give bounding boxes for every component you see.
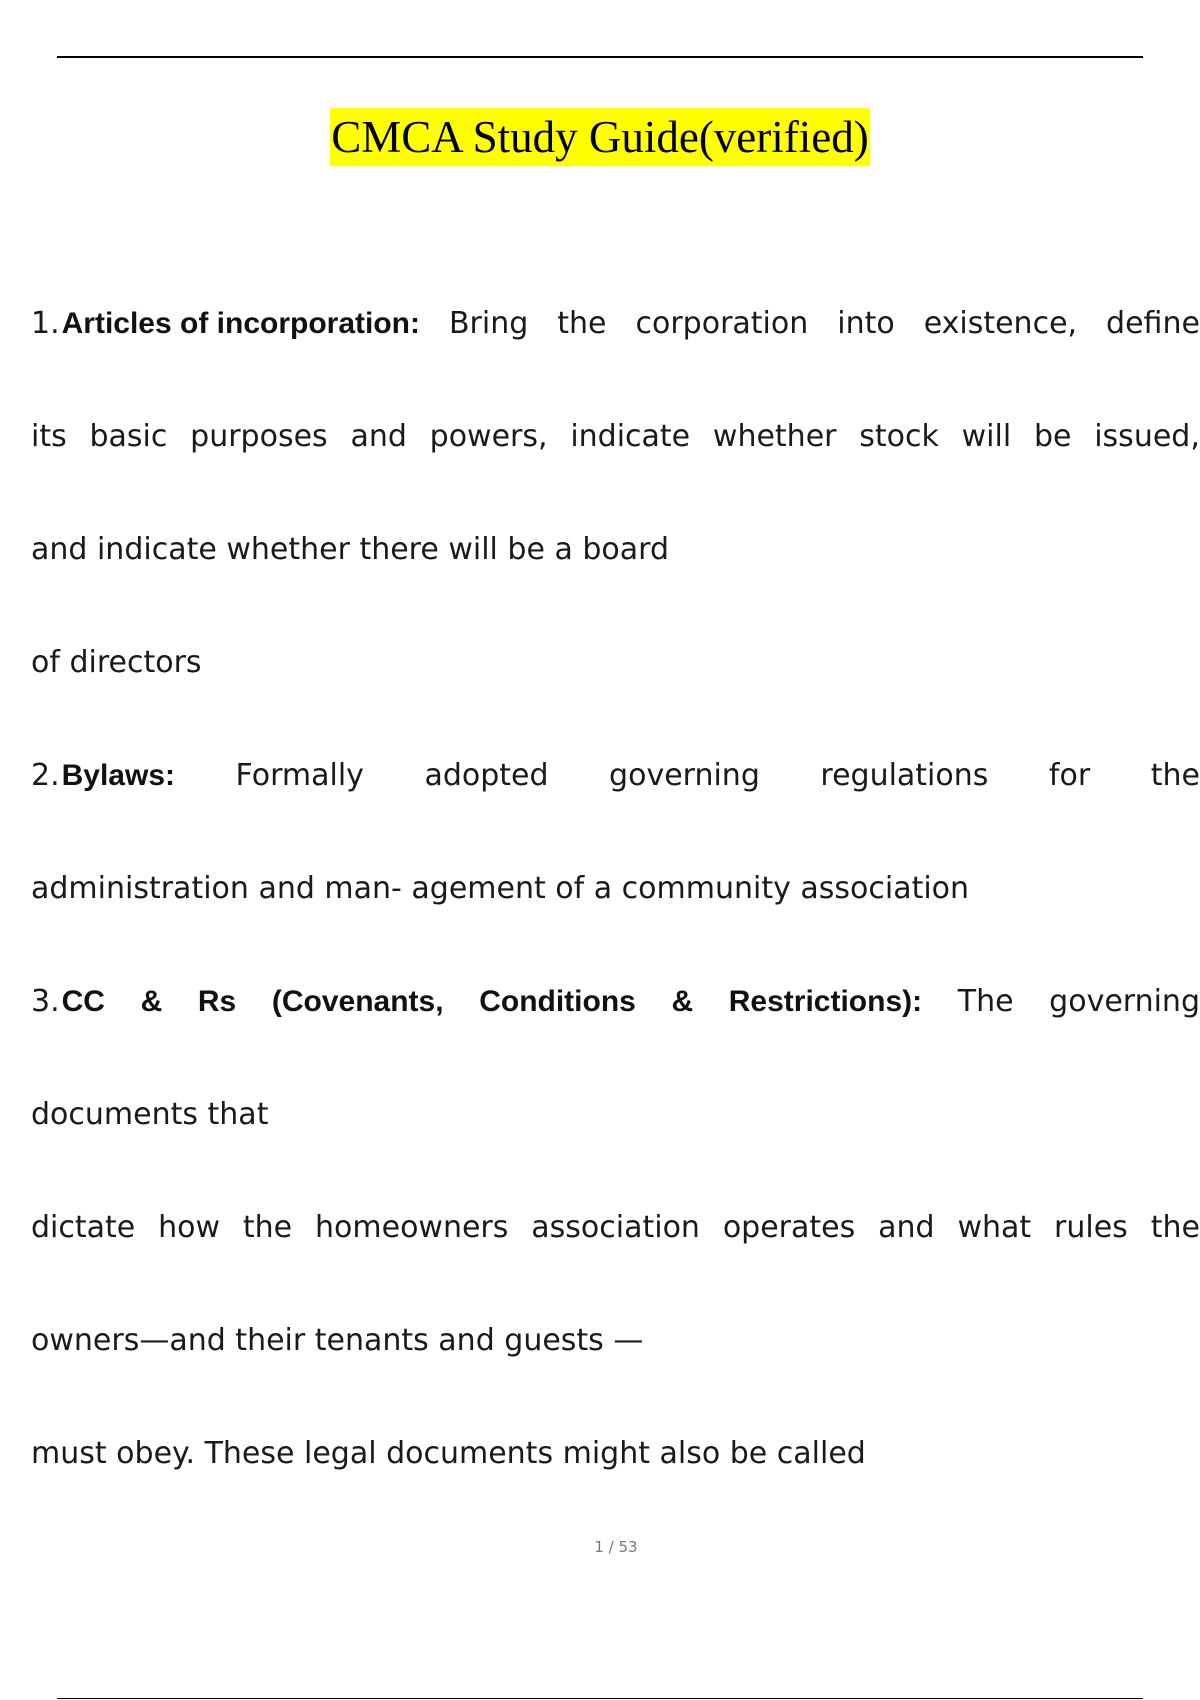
- word: Bring: [448, 306, 529, 341]
- word: adopted: [424, 758, 549, 793]
- entry-3-line-3: [31, 1208, 1200, 1248]
- page-indicator: 1 / 53: [594, 1538, 638, 1556]
- word: how: [158, 1210, 221, 1245]
- word: be: [1033, 419, 1072, 454]
- entry-term: Bylaws:: [61, 759, 176, 792]
- title-block: [0, 108, 1200, 166]
- word: what: [957, 1210, 1032, 1245]
- entry-term-word: &: [671, 985, 694, 1018]
- word: Formally: [235, 758, 364, 793]
- word: whether: [712, 419, 837, 454]
- entry-term-word: &: [140, 985, 163, 1018]
- word: and: [878, 1210, 935, 1245]
- entry-1-line-1: [31, 304, 1200, 344]
- entry-number: 3.: [31, 984, 60, 1019]
- word: will: [961, 419, 1012, 454]
- entry-1-line-3: and indicate whether there will be a board: [31, 532, 670, 567]
- word: association: [531, 1210, 700, 1245]
- word: governing: [1049, 984, 1200, 1019]
- word: powers,: [429, 419, 548, 454]
- entry-3-line-4: owners—and their tenants and guests —: [31, 1323, 644, 1358]
- word: the: [557, 306, 607, 341]
- entry-term-word: Conditions: [479, 985, 636, 1018]
- word: existence,: [923, 306, 1078, 341]
- word: rules: [1054, 1210, 1128, 1245]
- entry-3-line-1: [31, 982, 1200, 1022]
- word: dictate: [31, 1210, 136, 1245]
- word: and: [350, 419, 407, 454]
- word: regulations: [820, 758, 989, 793]
- word: define: [1106, 306, 1200, 341]
- word: basic: [89, 419, 168, 454]
- entry-3-line-5: must obey. These legal documents might also be called: [31, 1436, 866, 1471]
- entry-term-word: Rs: [197, 985, 237, 1018]
- bottom-rule: [57, 1698, 1143, 1699]
- entry-3-line-2: documents that: [31, 1097, 269, 1132]
- word: corporation: [635, 306, 809, 341]
- word: for: [1048, 758, 1091, 793]
- entry-term: Articles of incorporation:: [61, 307, 420, 340]
- entry-2-head: [31, 756, 175, 796]
- word: purposes: [190, 419, 328, 454]
- word: the: [1150, 758, 1200, 793]
- entry-number: 1.: [31, 306, 60, 341]
- entry-1-line-4: of directors: [31, 645, 202, 680]
- word: the: [1150, 1210, 1200, 1245]
- word: into: [837, 306, 895, 341]
- entry-term-word: CC: [61, 985, 105, 1018]
- word: operates: [722, 1210, 856, 1245]
- word: governing: [609, 758, 760, 793]
- word: The: [957, 984, 1014, 1019]
- entry-1-line-2: [31, 417, 1200, 457]
- entry-term-word: Restrictions):: [728, 985, 923, 1018]
- entry-2-line-2: administration and man- agement of a community association: [31, 871, 970, 906]
- word: indicate: [570, 419, 691, 454]
- word: stock: [859, 419, 939, 454]
- entry-number: 2.: [31, 758, 60, 793]
- word: issued,: [1094, 419, 1200, 454]
- entry-1-head: [31, 304, 420, 344]
- entry-3-head: [31, 982, 105, 1022]
- entry-term-word: (Covenants,: [271, 985, 444, 1018]
- word: the: [242, 1210, 293, 1245]
- word: its: [31, 419, 67, 454]
- document-title: CMCA Study Guide(verified): [330, 108, 869, 166]
- word: homeowners: [315, 1210, 509, 1245]
- entry-2-line-1: [31, 756, 1200, 796]
- top-rule: [57, 56, 1143, 58]
